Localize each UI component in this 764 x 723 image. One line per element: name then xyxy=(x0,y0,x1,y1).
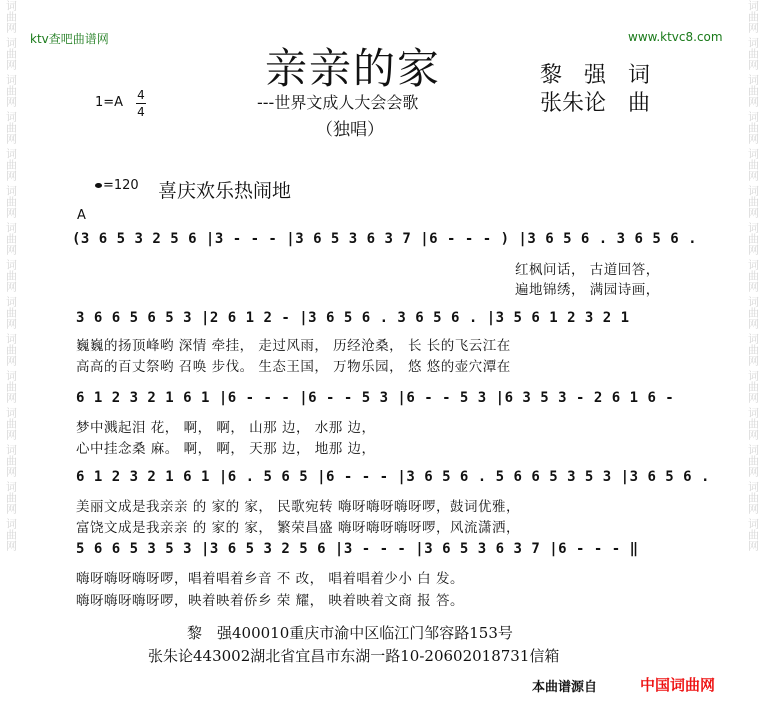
watermark-text: 词曲网 xyxy=(4,111,18,144)
watermark-text: 词曲网 xyxy=(746,37,760,70)
watermark-text: 词曲网 xyxy=(746,333,760,366)
performance-note: （独唱） xyxy=(316,120,384,140)
lyricist-address: 黎 强400010重庆市渝中区临江门邹容路153号 xyxy=(187,624,513,642)
lyrics-row-2-verse-1: 巍巍的扬顶峰哟 深情 牵挂， 走过风雨， 历经沧桑， 长 长的飞云江在 xyxy=(76,338,511,354)
lyrics-row-4-verse-2: 富饶文成是我亲亲 的 家的 家， 繁荣昌盛 嗨呀嗨呀嗨呀啰，风流潇洒， xyxy=(76,520,520,536)
watermark-text: 词曲网 xyxy=(4,296,18,329)
lyrics-row-2-verse-2: 高高的百丈祭哟 召唤 步伐。 生态王国， 万物乐园， 悠 悠的壶穴潭在 xyxy=(76,359,511,375)
notation-row-5: 5 6 6 5 3 5 3 |3 6 5 3 2 5 6 |3 - - - |3 6 5 3 6 3 7 |6 - - - ‖ xyxy=(76,541,639,557)
time-divider xyxy=(136,103,146,104)
watermark-text: 词曲网 xyxy=(4,370,18,403)
watermark-text: 词曲网 xyxy=(746,518,760,551)
watermark-text: 词曲网 xyxy=(746,444,760,477)
notation-row-2: 3 6 6 5 6 5 3 |2 6 1 2 - |3 6 5 6 . 3 6 5 6 . |3 5 6 1 2 3 2 1 xyxy=(76,310,630,326)
watermark-text: 词曲网 xyxy=(4,0,18,33)
lyrics-row-5-verse-1: 嗨呀嗨呀嗨呀啰，唱着唱着乡音 不 改， 唱着唱着少小 白 发。 xyxy=(76,571,464,587)
lyrics-row-1-verse-2: 遍地锦绣， 满园诗画， xyxy=(515,282,660,298)
notation-row-3: 6 1 2 3 2 1 6 1 |6 - - - |6 - - 5 3 |6 - - 5 3 |6 3 5 3 - 2 6 1 6 - xyxy=(76,390,675,406)
lyricist-credit: 黎 强 词 xyxy=(540,63,651,88)
composer-address: 张朱论443002湖北省宜昌市东湖一路10-20602018731信箱 xyxy=(148,647,560,665)
section-label: A xyxy=(77,208,86,223)
brand-name: 中国词曲网 xyxy=(640,676,716,694)
notation-row-4: 6 1 2 3 2 1 6 1 |6 . 5 6 5 |6 - - - |3 6 5 6 . 5 6 6 5 3 5 3 |3 6 5 6 . xyxy=(76,469,710,485)
song-title: 亲亲的家 xyxy=(265,44,442,93)
watermark-text: 词曲网 xyxy=(4,444,18,477)
watermark-left xyxy=(2,0,20,551)
quarter-note-icon xyxy=(95,183,102,188)
time-top: 4 xyxy=(137,88,145,102)
watermark-text: 词曲网 xyxy=(4,407,18,440)
watermark-right xyxy=(744,0,762,551)
time-bottom: 4 xyxy=(137,105,145,119)
site-url-right: www.ktvc8.com xyxy=(628,30,723,44)
tempo-value: =120 xyxy=(103,178,139,193)
lyrics-row-5-verse-2: 嗨呀嗨呀嗨呀啰，映着映着侨乡 荣 耀， 映着映着文商 报 答。 xyxy=(76,593,464,609)
watermark-text: 词曲网 xyxy=(4,259,18,292)
tempo-marking xyxy=(95,178,139,193)
watermark-text: 词曲网 xyxy=(746,259,760,292)
lyrics-row-3-verse-1: 梦中溅起泪 花， 啊， 啊， 山那 边， 水那 边， xyxy=(76,420,376,436)
watermark-text: 词曲网 xyxy=(4,37,18,70)
watermark-text: 词曲网 xyxy=(746,185,760,218)
watermark-text: 词曲网 xyxy=(746,0,760,33)
song-subtitle: ---世界文成人大会会歌 xyxy=(257,93,419,112)
lyrics-row-4-verse-1: 美丽文成是我亲亲 的 家的 家， 民歌宛转 嗨呀嗨呀嗨呀啰，鼓词优雅， xyxy=(76,499,520,515)
time-signature xyxy=(136,88,146,119)
lyrics-row-3-verse-2: 心中挂念桑 麻。 啊， 啊， 天那 边， 地那 边， xyxy=(76,441,376,457)
source-label: 本曲谱源自 xyxy=(532,680,598,695)
watermark-text: 词曲网 xyxy=(746,148,760,181)
watermark-text: 词曲网 xyxy=(4,74,18,107)
site-name-left: ktv查吧曲谱网 xyxy=(30,32,109,46)
key-signature: 1=A xyxy=(95,95,124,110)
watermark-text: 词曲网 xyxy=(746,296,760,329)
watermark-text: 词曲网 xyxy=(4,518,18,551)
watermark-text: 词曲网 xyxy=(746,74,760,107)
watermark-text: 词曲网 xyxy=(4,481,18,514)
mood-marking: 喜庆欢乐热闹地 xyxy=(158,180,292,202)
watermark-text: 词曲网 xyxy=(4,333,18,366)
composer-credit: 张朱论 曲 xyxy=(540,91,651,116)
watermark-text: 词曲网 xyxy=(4,185,18,218)
watermark-text: 词曲网 xyxy=(746,370,760,403)
notation-row-1: (3 6 5 3 2 5 6 |3 - - - |3 6 5 3 6 3 7 |6 - - - ) |3 6 5 6 . 3 6 5 6 . xyxy=(72,231,698,247)
lyrics-row-1-verse-1: 红枫问话， 古道回答， xyxy=(515,262,660,278)
watermark-text: 词曲网 xyxy=(4,148,18,181)
watermark-text: 词曲网 xyxy=(4,222,18,255)
watermark-text: 词曲网 xyxy=(746,481,760,514)
watermark-text: 词曲网 xyxy=(746,111,760,144)
watermark-text: 词曲网 xyxy=(746,222,760,255)
watermark-text: 词曲网 xyxy=(746,407,760,440)
